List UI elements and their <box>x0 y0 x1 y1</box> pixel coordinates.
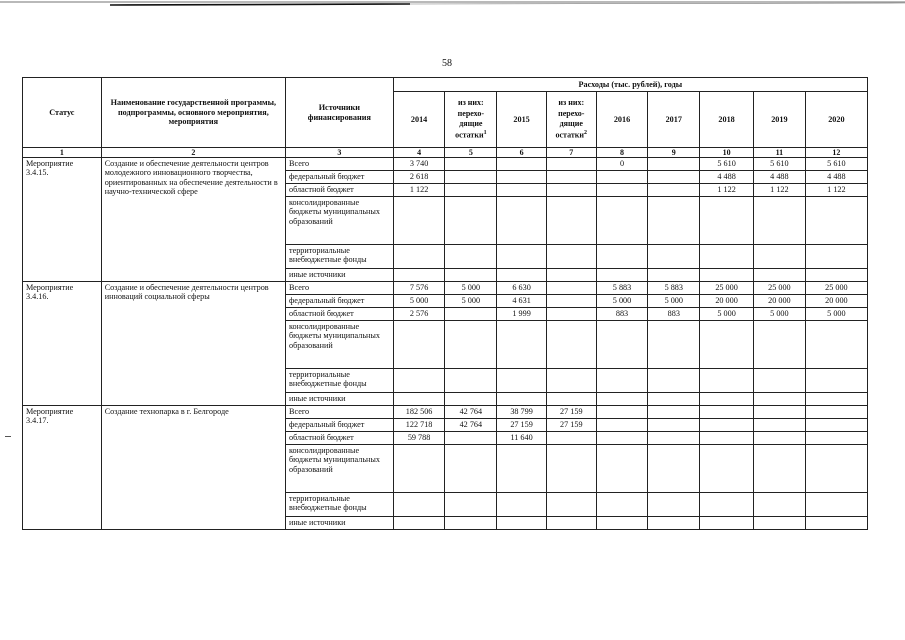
amount-cell: 5 000 <box>445 295 497 308</box>
amount-cell <box>497 393 547 406</box>
funding-source: федеральный бюджет <box>286 295 394 308</box>
amount-cell <box>596 432 648 445</box>
amount-cell <box>445 171 497 184</box>
amount-cell <box>754 445 806 493</box>
amount-cell <box>596 197 648 245</box>
amount-cell: 4 488 <box>805 171 867 184</box>
funding-source: Всего <box>286 158 394 171</box>
amount-cell <box>546 245 596 269</box>
funding-source: Всего <box>286 282 394 295</box>
header-year-2020: 2020 <box>805 92 867 148</box>
amount-cell: 27 159 <box>546 406 596 419</box>
amount-cell <box>445 369 497 393</box>
funding-source: консолидированные бюджеты муниципальных образований <box>286 197 394 245</box>
amount-cell <box>648 171 700 184</box>
amount-cell <box>546 445 596 493</box>
carryover-2-title: из них: <box>558 98 585 108</box>
amount-cell <box>445 517 497 530</box>
amount-cell <box>700 393 754 406</box>
column-index: 7 <box>546 148 596 158</box>
header-expenses: Расходы (тыс. рублей), годы <box>393 78 867 92</box>
amount-cell <box>546 197 596 245</box>
amount-cell <box>546 369 596 393</box>
amount-cell <box>445 197 497 245</box>
amount-cell: 5 000 <box>648 295 700 308</box>
column-index-row <box>23 148 868 158</box>
amount-cell <box>393 369 445 393</box>
amount-cell <box>497 493 547 517</box>
amount-cell <box>596 393 648 406</box>
amount-cell <box>445 321 497 369</box>
amount-cell: 1 122 <box>700 184 754 197</box>
amount-cell <box>648 245 700 269</box>
header-year-2019: 2019 <box>754 92 806 148</box>
amount-cell <box>546 432 596 445</box>
amount-cell <box>596 245 648 269</box>
amount-cell <box>700 445 754 493</box>
column-index: 2 <box>101 148 285 158</box>
amount-cell <box>445 269 497 282</box>
amount-cell: 11 640 <box>497 432 547 445</box>
amount-cell <box>648 517 700 530</box>
source-row <box>23 158 868 171</box>
amount-cell <box>546 269 596 282</box>
amount-cell <box>700 269 754 282</box>
measure-status: Мероприятие 3.4.16. <box>23 282 102 406</box>
amount-cell <box>648 197 700 245</box>
funding-source: областной бюджет <box>286 432 394 445</box>
column-index: 9 <box>648 148 700 158</box>
amount-cell: 7 576 <box>393 282 445 295</box>
amount-cell: 42 764 <box>445 406 497 419</box>
amount-cell <box>546 282 596 295</box>
amount-cell: 1 999 <box>497 308 547 321</box>
amount-cell <box>393 493 445 517</box>
amount-cell <box>596 517 648 530</box>
amount-cell: 42 764 <box>445 419 497 432</box>
amount-cell <box>596 493 648 517</box>
amount-cell <box>754 493 806 517</box>
column-index: 3 <box>286 148 394 158</box>
amount-cell <box>393 197 445 245</box>
amount-cell: 27 159 <box>497 419 547 432</box>
carryover-2-sup: 2 <box>584 129 588 136</box>
amount-cell <box>805 269 867 282</box>
amount-cell <box>754 269 806 282</box>
amount-cell <box>700 517 754 530</box>
header-year-2017: 2017 <box>648 92 700 148</box>
amount-cell <box>546 493 596 517</box>
header-year-2014: 2014 <box>393 92 445 148</box>
amount-cell <box>445 184 497 197</box>
amount-cell: 2 576 <box>393 308 445 321</box>
amount-cell: 2 618 <box>393 171 445 184</box>
amount-cell <box>445 308 497 321</box>
funding-source: территориальные внебюджетные фонды <box>286 369 394 393</box>
header-year-2018: 2018 <box>700 92 754 148</box>
amount-cell <box>596 269 648 282</box>
header-carryover-1 <box>445 92 497 148</box>
amount-cell <box>546 393 596 406</box>
budget-table-body <box>23 158 868 530</box>
amount-cell <box>445 245 497 269</box>
carryover-2-body: перехо- дящие остатки <box>555 108 585 140</box>
amount-cell <box>700 245 754 269</box>
amount-cell <box>497 369 547 393</box>
amount-cell: 4 488 <box>700 171 754 184</box>
amount-cell <box>648 493 700 517</box>
scan-edge-lines <box>0 0 905 9</box>
amount-cell <box>805 445 867 493</box>
amount-cell <box>497 197 547 245</box>
amount-cell: 5 610 <box>754 158 806 171</box>
amount-cell <box>497 158 547 171</box>
amount-cell <box>754 419 806 432</box>
amount-cell <box>648 184 700 197</box>
funding-source: территориальные внебюджетные фонды <box>286 245 394 269</box>
amount-cell <box>445 493 497 517</box>
measure-name: Создание и обеспечение деятельности центров инноваций социальной сферы <box>101 282 285 406</box>
amount-cell <box>497 171 547 184</box>
measure-status: Мероприятие 3.4.17. <box>23 406 102 530</box>
amount-cell: 20 000 <box>805 295 867 308</box>
source-row <box>23 406 868 419</box>
amount-cell <box>700 321 754 369</box>
amount-cell <box>805 406 867 419</box>
column-index: 11 <box>754 148 806 158</box>
column-index: 6 <box>497 148 547 158</box>
amount-cell: 3 740 <box>393 158 445 171</box>
amount-cell: 1 122 <box>393 184 445 197</box>
funding-source: федеральный бюджет <box>286 171 394 184</box>
amount-cell <box>754 517 806 530</box>
amount-cell: 5 000 <box>754 308 806 321</box>
amount-cell: 25 000 <box>805 282 867 295</box>
amount-cell <box>546 308 596 321</box>
amount-cell <box>754 197 806 245</box>
amount-cell <box>497 517 547 530</box>
amount-cell <box>393 245 445 269</box>
amount-cell <box>805 245 867 269</box>
amount-cell: 883 <box>596 308 648 321</box>
funding-source: Всего <box>286 406 394 419</box>
amount-cell <box>393 445 445 493</box>
amount-cell: 59 788 <box>393 432 445 445</box>
funding-source: федеральный бюджет <box>286 419 394 432</box>
carryover-1-sup: 1 <box>483 129 487 136</box>
amount-cell <box>546 517 596 530</box>
amount-cell: 20 000 <box>700 295 754 308</box>
amount-cell: 4 631 <box>497 295 547 308</box>
amount-cell <box>648 406 700 419</box>
column-index: 4 <box>393 148 445 158</box>
amount-cell <box>648 393 700 406</box>
amount-cell <box>805 517 867 530</box>
amount-cell <box>393 517 445 530</box>
funding-source: иные источники <box>286 393 394 406</box>
amount-cell: 883 <box>648 308 700 321</box>
amount-cell <box>497 269 547 282</box>
amount-cell <box>754 369 806 393</box>
carryover-1-title: из них: <box>457 98 484 108</box>
amount-cell <box>497 184 547 197</box>
measure-name: Создание и обеспечение деятельности центров молодежного инновационного творчества, ориентированных на обеспечение деятельности в научно-технической сфере <box>101 158 285 282</box>
amount-cell <box>805 419 867 432</box>
amount-cell: 5 000 <box>596 295 648 308</box>
amount-cell <box>805 493 867 517</box>
amount-cell <box>393 269 445 282</box>
amount-cell <box>805 197 867 245</box>
amount-cell <box>648 419 700 432</box>
amount-cell <box>546 158 596 171</box>
amount-cell <box>648 321 700 369</box>
amount-cell <box>700 419 754 432</box>
amount-cell: 1 122 <box>805 184 867 197</box>
amount-cell <box>497 321 547 369</box>
amount-cell <box>754 406 806 419</box>
amount-cell: 182 506 <box>393 406 445 419</box>
funding-source: областной бюджет <box>286 308 394 321</box>
header-sources: Источники финансирования <box>286 78 394 148</box>
amount-cell <box>648 432 700 445</box>
amount-cell <box>805 393 867 406</box>
amount-cell <box>596 406 648 419</box>
source-row <box>23 282 868 295</box>
amount-cell: 4 488 <box>754 171 806 184</box>
amount-cell: 0 <box>596 158 648 171</box>
amount-cell <box>754 393 806 406</box>
amount-cell: 25 000 <box>700 282 754 295</box>
amount-cell <box>700 406 754 419</box>
amount-cell: 5 000 <box>805 308 867 321</box>
column-index: 10 <box>700 148 754 158</box>
carryover-1-body: перехо- дящие остатки <box>455 108 485 140</box>
amount-cell: 5 883 <box>596 282 648 295</box>
amount-cell <box>546 321 596 369</box>
amount-cell: 5 000 <box>445 282 497 295</box>
header-year-2015: 2015 <box>497 92 547 148</box>
amount-cell: 20 000 <box>754 295 806 308</box>
amount-cell <box>754 321 806 369</box>
amount-cell: 25 000 <box>754 282 806 295</box>
funding-source: областной бюджет <box>286 184 394 197</box>
budget-table <box>22 77 868 530</box>
amount-cell <box>546 171 596 184</box>
amount-cell: 38 799 <box>497 406 547 419</box>
amount-cell <box>596 419 648 432</box>
funding-source: консолидированные бюджеты муниципальных образований <box>286 445 394 493</box>
amount-cell <box>596 184 648 197</box>
amount-cell: 5 610 <box>700 158 754 171</box>
amount-cell <box>497 245 547 269</box>
amount-cell <box>700 432 754 445</box>
amount-cell <box>445 158 497 171</box>
column-index: 8 <box>596 148 648 158</box>
amount-cell <box>805 432 867 445</box>
amount-cell <box>546 184 596 197</box>
header-name: Наименование государственной программы, подпрограммы, основного мероприятия, мероприятия <box>101 78 285 148</box>
amount-cell <box>648 445 700 493</box>
margin-mark <box>5 436 11 437</box>
amount-cell <box>805 369 867 393</box>
measure-name: Создание технопарка в г. Белгороде <box>101 406 285 530</box>
amount-cell <box>648 369 700 393</box>
column-index: 5 <box>445 148 497 158</box>
amount-cell <box>700 197 754 245</box>
amount-cell: 27 159 <box>546 419 596 432</box>
amount-cell: 5 000 <box>393 295 445 308</box>
measure-status: Мероприятие 3.4.15. <box>23 158 102 282</box>
amount-cell <box>700 369 754 393</box>
funding-source: территориальные внебюджетные фонды <box>286 493 394 517</box>
amount-cell: 5 000 <box>700 308 754 321</box>
header-status: Статус <box>23 78 102 148</box>
funding-source: иные источники <box>286 517 394 530</box>
funding-source: консолидированные бюджеты муниципальных образований <box>286 321 394 369</box>
amount-cell <box>393 393 445 406</box>
amount-cell <box>445 432 497 445</box>
funding-source: иные источники <box>286 269 394 282</box>
amount-cell <box>596 445 648 493</box>
amount-cell <box>648 158 700 171</box>
page-number: 58 <box>442 58 452 69</box>
amount-cell: 6 630 <box>497 282 547 295</box>
amount-cell: 122 718 <box>393 419 445 432</box>
amount-cell <box>546 295 596 308</box>
amount-cell <box>445 445 497 493</box>
amount-cell <box>754 432 806 445</box>
header-carryover-2 <box>546 92 596 148</box>
amount-cell: 5 610 <box>805 158 867 171</box>
amount-cell <box>497 445 547 493</box>
amount-cell <box>700 493 754 517</box>
amount-cell <box>596 321 648 369</box>
amount-cell <box>805 321 867 369</box>
amount-cell <box>445 393 497 406</box>
amount-cell: 5 883 <box>648 282 700 295</box>
amount-cell <box>754 245 806 269</box>
amount-cell <box>648 269 700 282</box>
amount-cell <box>596 369 648 393</box>
amount-cell: 1 122 <box>754 184 806 197</box>
column-index: 12 <box>805 148 867 158</box>
header-year-2016: 2016 <box>596 92 648 148</box>
amount-cell <box>393 321 445 369</box>
amount-cell <box>596 171 648 184</box>
column-index: 1 <box>23 148 102 158</box>
